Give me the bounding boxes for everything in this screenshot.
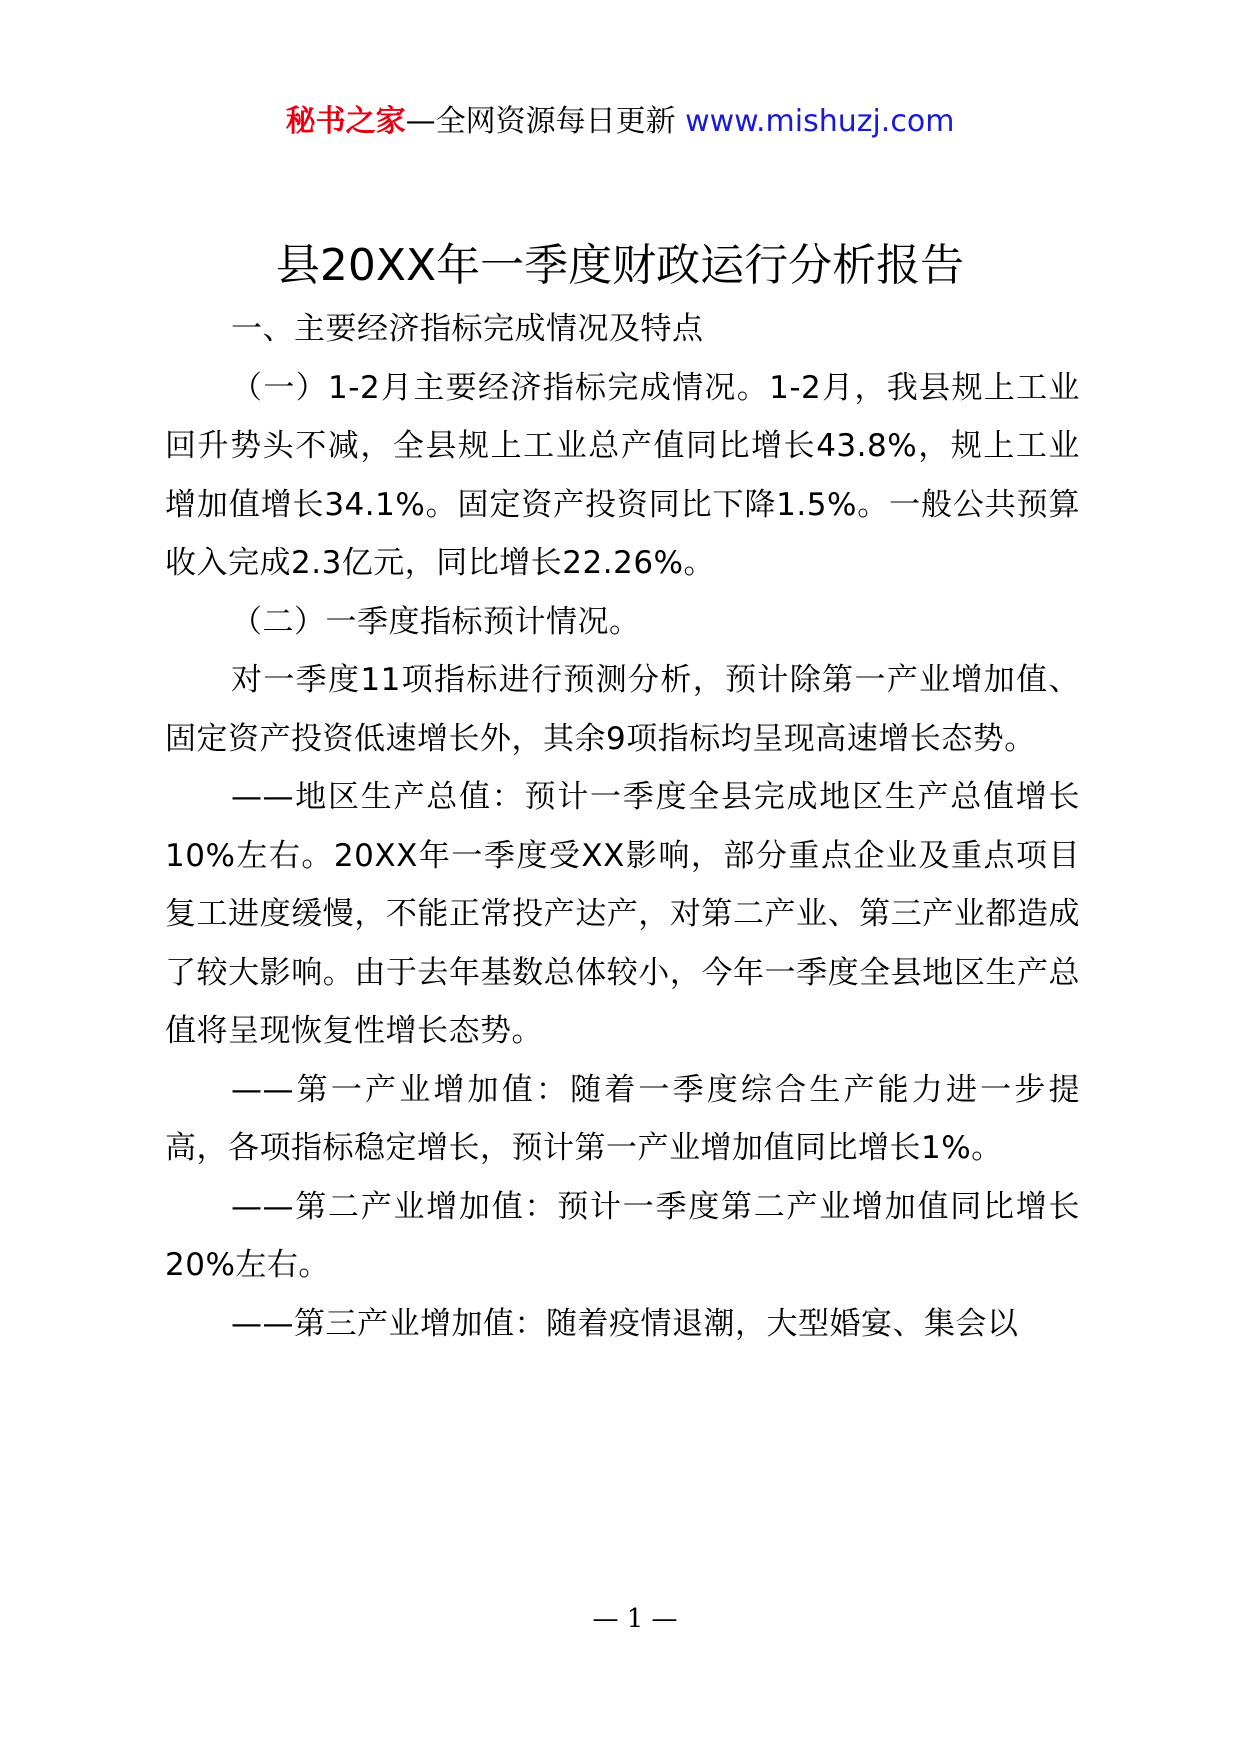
site-header	[0, 100, 1240, 144]
paragraph: 对一季度11项指标进行预测分析，预计除第一产业增加值、固定资产投资低速增长外，其余9项指标均呈现高速增长态势。	[165, 662, 1080, 757]
paragraph: （一）1-2月主要经济指标完成情况。1-2月，我县规上工业回升势头不减，全县规上工业总产值同比增长43.8%，规上工业增加值增长34.1%。固定资产投资同比下降1.5%。一般公共预算收入完成2.3亿元，同比增长22.26%。	[165, 369, 1080, 581]
document-body	[165, 300, 1080, 1353]
page-number: — 1 —	[592, 1604, 678, 1634]
paragraph: ——第二产业增加值：预计一季度第二产业增加值同比增长20%左右。	[165, 1188, 1080, 1283]
document-title: 县20XX年一季度财政运行分析报告	[275, 240, 965, 291]
paragraph: ——地区生产总值：预计一季度全县完成地区生产总值增长10%左右。20XX年一季度受XX影响，部分重点企业及重点项目复工进度缓慢，不能正常投产达产，对第二产业、第三产业都造成了较大影响。由于去年基数总体较小，今年一季度全县地区生产总值将呈现恢复性增长态势。	[165, 779, 1080, 1049]
paragraph: ——第三产业增加值：随着疫情退潮，大型婚宴、集会以	[231, 1305, 1019, 1342]
brand-name: 秘书之家	[285, 104, 406, 139]
paragraph: ——第一产业增加值：随着一季度综合生产能力进一步提高，各项指标稳定增长，预计第一产业增加值同比增长1%。	[165, 1071, 1080, 1166]
header-tagline: —全网资源每日更新	[405, 104, 676, 139]
section-heading: 一、主要经济指标完成情况及特点	[231, 311, 704, 347]
paragraph: （二）一季度指标预计情况。	[231, 603, 641, 640]
site-url-link[interactable]: www.mishuzj.com	[675, 104, 955, 139]
